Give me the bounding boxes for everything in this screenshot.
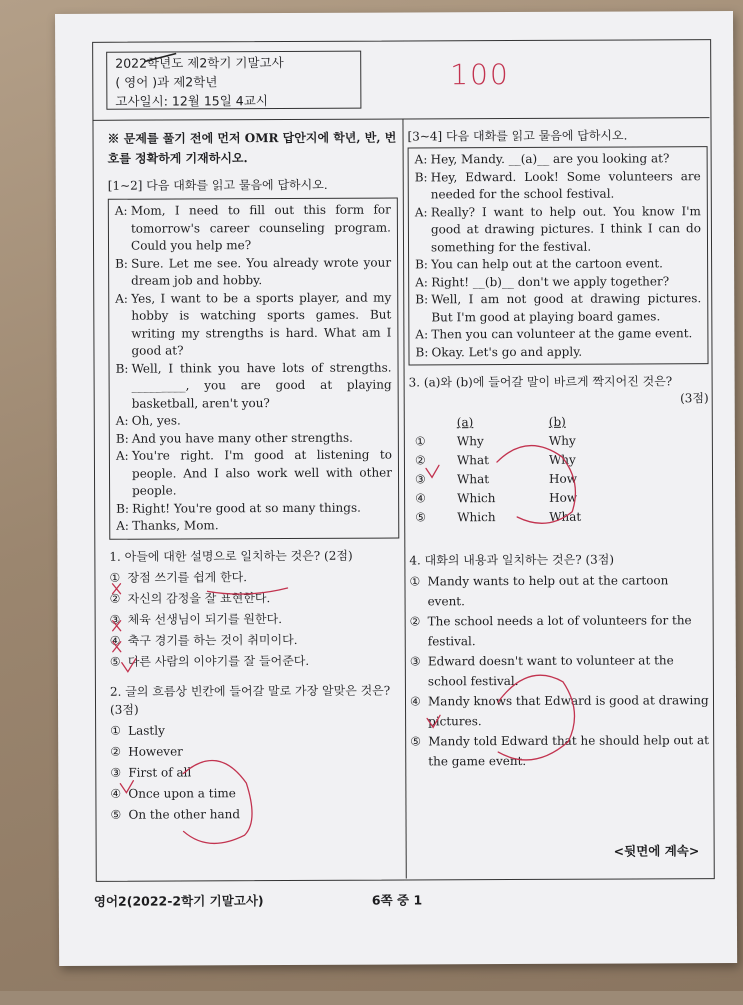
choice-2[interactable]: ② What Why: [414, 452, 576, 468]
dialog-line: A: Then you can volunteer at the game event.: [415, 326, 693, 342]
question-2: 2. 글의 흐름상 빈칸에 들어갈 말로 가장 알맞은 것은? (3점): [109, 683, 391, 717]
omr-notice: ※ 문제를 풀기 전에 먼저 OMR 답안지에 학년, 반, 번호를 정확하게 기재하시오.: [107, 130, 397, 166]
exam-header: [106, 51, 361, 110]
choice-5[interactable]: ⑤ Which What: [415, 509, 582, 525]
choice-1[interactable]: ① Lastly: [110, 723, 165, 738]
dialog-line: B: Right! You're good at so many things.: [116, 500, 361, 516]
dialog-line: B: Sure. Let me see. You already wrote your dream job and hobby.: [115, 255, 392, 288]
dialog-box-1: [108, 198, 399, 540]
dialog-line: B: You can help out at the cartoon event.: [415, 256, 663, 272]
dialog-line: A: Really? I want to help out. You know I'm good at drawing pictures. I think I can do something for the festival.: [414, 203, 701, 254]
choice-3[interactable]: ③ First of all: [110, 764, 192, 780]
dialog-line: B: Okay. Let's go and apply.: [415, 344, 583, 359]
footer-subject: 영어2(2022-2학기 기말고사): [93, 893, 264, 909]
question-2-options: [110, 719, 400, 825]
continue-note: <뒷면에 계속>: [613, 843, 700, 859]
choice-5[interactable]: ⑤ On the other hand: [110, 806, 241, 822]
dialog-line: B: Well, I am not good at drawing pictures. But I'm good at playing board games.: [415, 291, 702, 324]
question-3-points: (3점): [680, 391, 709, 406]
col-a-header: (a): [456, 415, 474, 430]
choice-2[interactable]: ② 자신의 감정을 잘 표현한다.: [109, 590, 271, 606]
question-4: 4. 대화의 내용과 일치하는 것은? (3점): [409, 552, 615, 568]
dialog-line: A: Right! __(b)__ don't we apply together?: [415, 273, 670, 289]
choice-3[interactable]: ③ Edward doesn't want to volunteer at the school festival.: [409, 653, 674, 689]
dialog-box-2: [408, 146, 709, 365]
dialog-line: B: Hey, Edward. Look! Some volunteers are needed for the school festival.: [414, 168, 701, 202]
dialog-line: B: And you have many other strengths.: [115, 430, 353, 446]
question-3-table: [415, 412, 709, 527]
left-column: [107, 123, 400, 826]
exam-date: 고사일시: 12월 15일 4교시: [115, 93, 268, 109]
choice-4[interactable]: ④ Mandy knows that Edward is good at drawing pictures.: [409, 693, 709, 729]
choice-3[interactable]: ③ 체육 선생님이 되기를 원한다.: [109, 611, 283, 627]
dialog-line: B: Well, I think you have lots of strengths. _________, you are good at playing basketball, aren't you?: [115, 360, 392, 411]
score-handwritten: 100: [450, 58, 510, 92]
col-b-header: (b): [548, 414, 566, 429]
dialog-line: A: You're right. I'm good at listening to people. And I also work well with other people.: [115, 447, 393, 498]
dialog-line: A: Thanks, Mom.: [116, 518, 219, 533]
exam-paper: [55, 11, 737, 966]
choice-1[interactable]: ① Why Why: [414, 433, 576, 449]
choice-2[interactable]: ② However: [110, 743, 183, 759]
exam-title: 2022학년도 제2학기 기말고사: [115, 55, 284, 71]
section-2-title: [3~4] 다음 대화를 읽고 물음에 답하시오.: [407, 128, 628, 144]
choice-4[interactable]: ④ Once upon a time: [110, 785, 236, 801]
subject-grade: ( 영어 )과 제2학년: [115, 74, 218, 90]
table-header: [415, 412, 709, 432]
choice-1[interactable]: ① Mandy wants to help out at the cartoon event.: [409, 573, 669, 609]
dialog-line: A: Yes, I want to be a sports player, and my hobby is watching sports games. But writing my strengths is hard. What am I good at?: [115, 290, 392, 358]
choice-4[interactable]: ④ 축구 경기를 하는 것이 취미이다.: [109, 632, 298, 648]
choice-5[interactable]: ⑤ Mandy told Edward that he should help out at the game event.: [410, 733, 710, 769]
choice-5[interactable]: ⑤ 다른 사람의 이야기를 잘 들어준다.: [109, 653, 310, 669]
dialog-line: A: Hey, Mandy. __(a)__ are you looking at?: [414, 151, 670, 167]
question-1: 1. 아들에 대한 설명으로 일치하는 것은? (2점): [109, 548, 353, 564]
choice-3[interactable]: ③ What How: [415, 471, 578, 487]
dialog-line: A: Oh, yes.: [115, 413, 181, 428]
dialog-line: A: Mom, I need to fill out this form for tomorrow's career counseling program. Could you help me?: [114, 202, 391, 253]
choice-4[interactable]: ④ Which How: [415, 490, 578, 506]
question-4-options: [409, 570, 710, 771]
question-3: 3. (a)와 (b)에 들어갈 말이 바르게 짝지어진 것은?: [408, 374, 673, 390]
question-1-options: [109, 566, 399, 672]
section-1-title: [1~2] 다음 대화를 읽고 물음에 답하시오.: [107, 177, 328, 193]
choice-1[interactable]: ① 장점 쓰기를 쉽게 한다.: [109, 569, 248, 585]
choice-2[interactable]: ② The school needs a lot of volunteers for the festival.: [409, 613, 692, 649]
right-column: [407, 121, 710, 771]
page-number: 6쪽 중 1: [371, 892, 423, 908]
